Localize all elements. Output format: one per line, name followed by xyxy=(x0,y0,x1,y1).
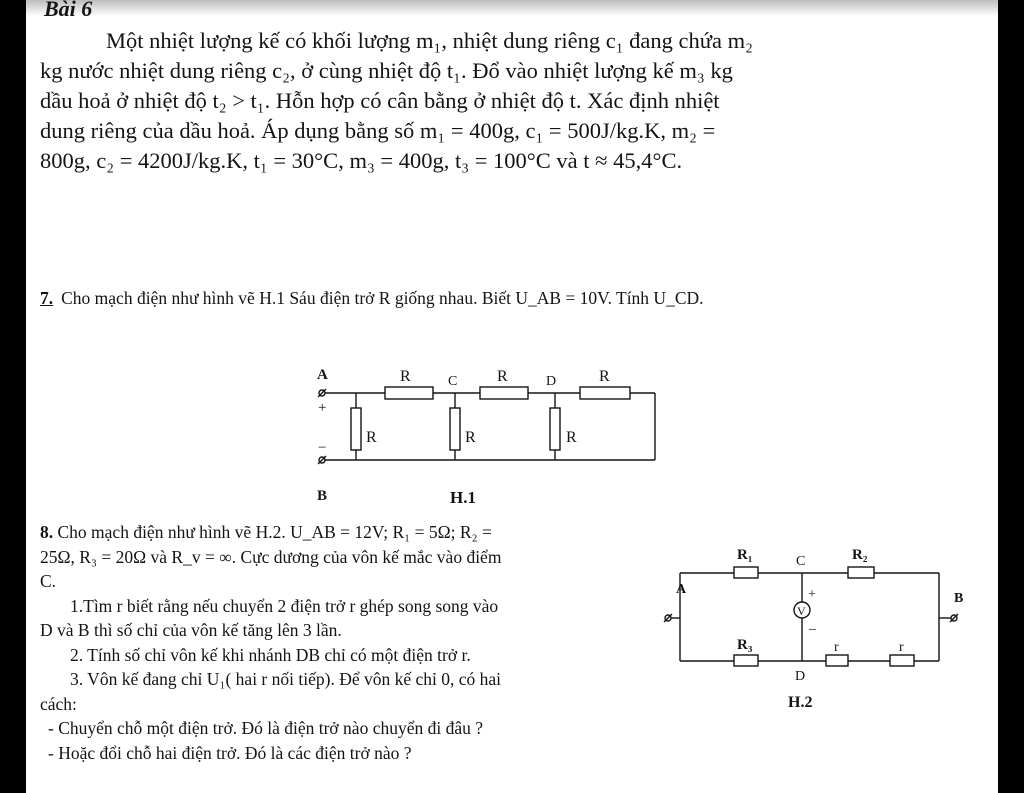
node-a-label: A xyxy=(317,367,328,383)
problem-6-line: Một nhiệt lượng kế có khối lượng m₁, nhiệt dung riêng c₁ đang chứa m₂ xyxy=(106,28,753,53)
problem-8 xyxy=(40,520,660,765)
problem-6-text xyxy=(40,26,940,176)
problem-8-line: 1.Tìm r biết rằng nếu chuyển 2 điện trở r ghép song song vào xyxy=(70,595,499,616)
resistor-r1 xyxy=(734,567,758,578)
voltmeter-minus: _ xyxy=(809,617,816,632)
node-b-label: B xyxy=(317,488,328,504)
problem-7-number: 7. xyxy=(40,288,54,308)
figure-caption: H.1 xyxy=(450,488,476,507)
voltmeter-plus: + xyxy=(808,587,816,602)
problem-7-text: Cho mạch điện như hình vẽ H.1 Sáu điện trở R giống nhau. Biết U_AB = 10V. Tính U_CD. xyxy=(61,288,704,308)
node-a-label: A xyxy=(676,582,687,597)
r1-label: R₁ xyxy=(737,547,753,563)
top-shadow xyxy=(26,0,998,16)
node-d-label: D xyxy=(546,374,557,389)
r2-label: R₂ xyxy=(852,547,868,563)
resistor-d-shunt xyxy=(550,408,560,450)
left-black-border xyxy=(0,0,26,793)
problem-6-line: dung riêng của dầu hoả. Áp dụng bằng số m₁ = 400g, c₁ = 500J/kg.K, m₂ = xyxy=(40,118,716,143)
resistor-cd xyxy=(480,387,528,399)
circuit-figure-h1 xyxy=(300,360,670,515)
node-c-label: C xyxy=(796,554,806,569)
plus-sign: + xyxy=(318,400,327,416)
problem-8-line: - Chuyển chỗ một điện trở. Đó là điện trở nào chuyển đi đâu ? xyxy=(48,718,483,738)
resistor-label: R xyxy=(465,429,476,446)
resistor-r2 xyxy=(848,567,874,578)
problem-8-line: 8. Cho mạch điện như hình vẽ H.2. U_AB = 12V; R₁ = 5Ω; R₂ = xyxy=(40,522,492,542)
resistor-c-shunt xyxy=(450,408,460,450)
resistor-label: R xyxy=(566,429,577,446)
node-b-label: B xyxy=(954,591,964,606)
node-d-label: D xyxy=(795,669,806,684)
resistor-r3 xyxy=(734,655,758,666)
problem-6-line: dầu hoả ở nhiệt độ t₂ > t₁. Hỗn hợp có cân bằng ở nhiệt độ t. Xác định nhiệt xyxy=(40,88,720,113)
resistor-r-first xyxy=(826,655,848,666)
r-label: r xyxy=(899,640,904,655)
figure-caption: H.2 xyxy=(788,694,813,711)
problem-8-line: - Hoặc đổi chỗ hai điện trở. Đó là các điện trở nào ? xyxy=(48,742,412,763)
resistor-label: R xyxy=(400,368,411,385)
problem-6-line: 800g, c₂ = 4200J/kg.K, t₁ = 30°C, m₃ = 400g, t₃ = 100°C và t ≈ 45,4°C. xyxy=(40,148,683,173)
resistor-ac xyxy=(385,387,433,399)
problem-8-line: D và B thì số chỉ của vôn kế tăng lên 3 lần. xyxy=(40,620,342,640)
problem-8-line: 2. Tính số chỉ vôn kế khi nhánh DB chỉ có một điện trở r. xyxy=(70,644,471,665)
resistor-r-second xyxy=(890,655,914,666)
voltmeter-symbol: V xyxy=(797,604,806,618)
r-label: r xyxy=(834,640,839,655)
problem-6-title: Bài 6 xyxy=(44,0,93,21)
resistor-a-shunt xyxy=(351,408,361,450)
problem-8-line: C. xyxy=(40,571,57,591)
resistor-d-end xyxy=(580,387,630,399)
circuit-figure-h2 xyxy=(662,535,982,720)
right-black-border xyxy=(998,0,1024,793)
node-c-label: C xyxy=(448,374,458,389)
resistor-label: R xyxy=(366,429,377,446)
resistor-label: R xyxy=(599,368,610,385)
problem-7 xyxy=(40,288,704,309)
problem-6-line: kg nước nhiệt dung riêng c₂, ở cùng nhiệt độ t₁. Đổ vào nhiệt lượng kế m₃ kg xyxy=(40,58,733,83)
r3-label: R₃ xyxy=(737,637,753,653)
resistor-label: R xyxy=(497,368,508,385)
problem-8-line: 3. Vôn kế đang chỉ U₁( hai r nối tiếp). Để vôn kế chỉ 0, có hai xyxy=(70,669,502,689)
minus-sign: − xyxy=(318,440,327,456)
problem-8-line: cách: xyxy=(40,693,77,714)
problem-8-line: 25Ω, R₃ = 20Ω và R_v = ∞. Cực dương của vôn kế mắc vào điểm xyxy=(40,546,502,567)
problem-8-number: 8. xyxy=(40,522,54,542)
